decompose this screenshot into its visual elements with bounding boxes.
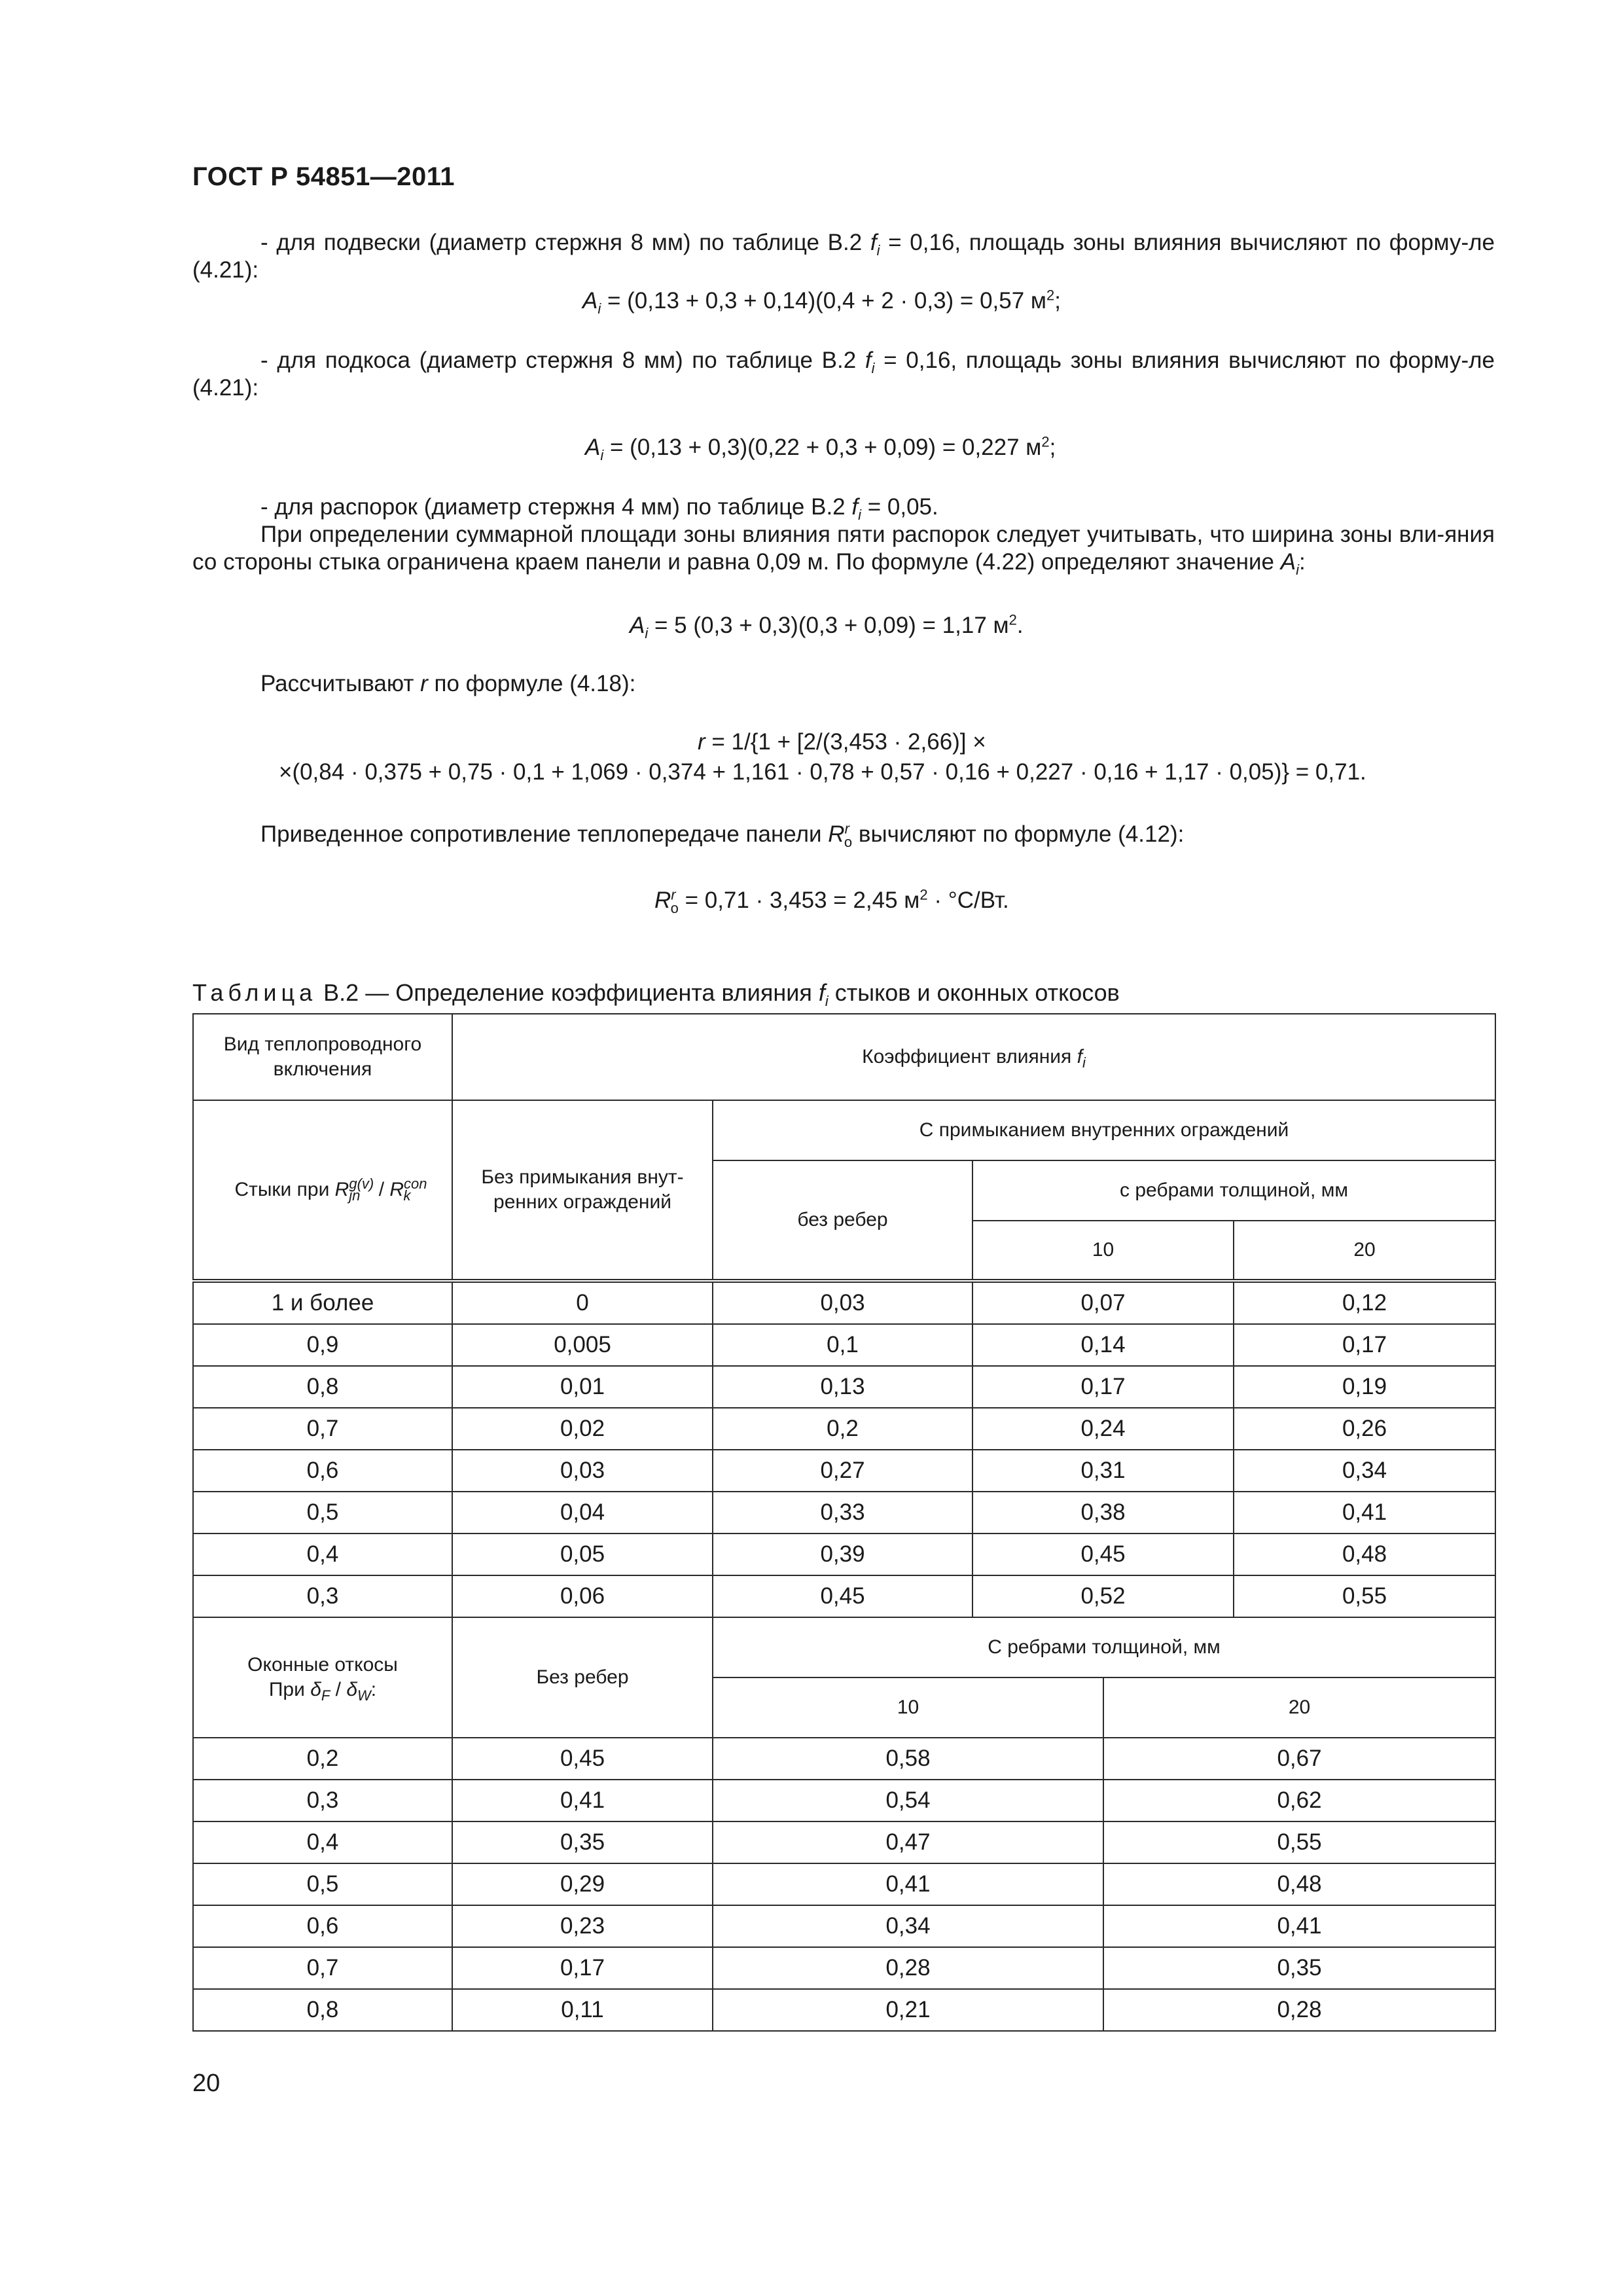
cell: 0,17 (1234, 1324, 1495, 1366)
cell: 0,07 (972, 1281, 1234, 1324)
cell: 0,5 (193, 1863, 452, 1905)
cell: 0,41 (1234, 1492, 1495, 1534)
paragraph-reduced-resistance: Приведенное сопротивление теплопередаче панели $R^r_o$ вычисляют по формуле (4.12): (260, 820, 1185, 850)
cell: 0,11 (452, 1989, 713, 2031)
formula-reduced-resistance: $R^r_o = 0,71 \cdot 3,453 = 2,45$ $м^2 \cdot ^\circ С/Вт$. (654, 886, 1009, 916)
cell: 0,03 (713, 1281, 972, 1324)
cell: 0 (452, 1281, 713, 1324)
cell: 0,54 (713, 1780, 1103, 1821)
cell: 0,26 (1234, 1408, 1495, 1450)
cell: 0,41 (713, 1863, 1103, 1905)
cell: 0,02 (452, 1408, 713, 1450)
cell: 0,23 (452, 1905, 713, 1947)
cell: 0,33 (713, 1492, 972, 1534)
cell: 0,48 (1103, 1863, 1495, 1905)
paragraph-total-area: При определении суммарной площади зоны влияния пяти распорок следует учитывать, что ширина зоны вли-яния со стороны стыка ограничена краем панели и равна 0,09 м. По формуле (4.22) определяют значение $A_i$: (192, 522, 1495, 578)
cell: 0,3 (193, 1575, 452, 1617)
cell: 0,45 (713, 1575, 972, 1617)
page-number: 20 (192, 2070, 221, 2097)
paragraph-spacers: - для распорок (диаметр стержня 4 мм) по таблице В.2 $f_i = 0,05$. (260, 494, 938, 523)
cell: 0,39 (713, 1534, 972, 1575)
table-row (193, 1863, 1495, 1905)
formula-area-spacers: $A_i = 5$ (0,3 + 0,3)(0,3 + 0,09) = 1,17 $м^2$. (630, 611, 1024, 641)
cell: 0,21 (713, 1989, 1103, 2031)
table-row (193, 1947, 1495, 1989)
formula-area-suspension: $A_i = (0,13 + 0,3 + 0,14)(0,4 + 2 \cdot 0,3) = 0,57$ $м^2$; (582, 287, 1061, 317)
formula-r-line1: r = 1/{1 + [2/(3,453 · 2,66)] × (698, 729, 986, 755)
cell: 0,41 (1103, 1905, 1495, 1947)
cell: 0,8 (193, 1366, 452, 1408)
cell: 0,1 (713, 1324, 972, 1366)
cell: 0,8 (193, 1989, 452, 2031)
paragraph-suspension: - для подвески (диаметр стержня 8 мм) по таблице В.2 $f_i = 0,16$, площадь зоны влияния вычисляют по форму-ле (4.21): (192, 230, 1495, 283)
cell: 0,35 (1103, 1947, 1495, 1989)
cell: 0,31 (972, 1450, 1234, 1492)
cell: 0,45 (452, 1738, 713, 1780)
cell: 0,005 (452, 1324, 713, 1366)
cell: 0,2 (193, 1738, 452, 1780)
cell: 0,55 (1234, 1575, 1495, 1617)
cell: 0,38 (972, 1492, 1234, 1534)
table-row (193, 1408, 1495, 1450)
cell: 0,5 (193, 1492, 452, 1534)
table-row (193, 1492, 1495, 1534)
paragraph-calc-r: Рассчитывают r по формуле (4.18): (260, 671, 636, 696)
header-window-ribs-10: 10 (713, 1677, 1103, 1738)
cell: 0,28 (1103, 1989, 1495, 2031)
header-no-ribs: без ребер (713, 1160, 972, 1281)
cell: 0,58 (713, 1738, 1103, 1780)
cell: 0,47 (713, 1821, 1103, 1863)
header-window-ribs: С ребрами толщиной, мм (713, 1617, 1495, 1677)
cell: 0,34 (1234, 1450, 1495, 1492)
cell: 0,41 (452, 1780, 713, 1821)
cell: 0,19 (1234, 1366, 1495, 1408)
cell: 0,06 (452, 1575, 713, 1617)
cell: 0,4 (193, 1534, 452, 1575)
table-row (193, 1780, 1495, 1821)
header-joints: Стыки при $R^{g(v)}_{jn} / R^{con}_k$ (193, 1100, 452, 1281)
table-row (193, 1738, 1495, 1780)
cell: 0,05 (452, 1534, 713, 1575)
cell: 0,48 (1234, 1534, 1495, 1575)
table-row (193, 1450, 1495, 1492)
header-window-ribs-20: 20 (1103, 1677, 1495, 1738)
cell: 0,45 (972, 1534, 1234, 1575)
cell: 0,35 (452, 1821, 713, 1863)
header-ribs-20: 20 (1234, 1221, 1495, 1281)
table-row (193, 1905, 1495, 1947)
cell: 0,62 (1103, 1780, 1495, 1821)
cell: 0,9 (193, 1324, 452, 1366)
cell: 0,04 (452, 1492, 713, 1534)
cell: 0,17 (452, 1947, 713, 1989)
cell: 0,27 (713, 1450, 972, 1492)
header-ribs-thickness: с ребрами толщиной, мм (972, 1160, 1495, 1221)
header-with-adjacent: С примыканием внутренних ограждений (713, 1100, 1495, 1160)
table-row (193, 1821, 1495, 1863)
cell: 0,12 (1234, 1281, 1495, 1324)
cell: 0,24 (972, 1408, 1234, 1450)
header-coefficient: Коэффициент влияния $f_i$ (452, 1014, 1495, 1100)
cell: 0,7 (193, 1408, 452, 1450)
table-caption: Таблица В.2 — Определение коэффициента влияния $f_i$ стыков и оконных откосов (192, 979, 1120, 1010)
table-row (193, 1575, 1495, 1617)
paragraph-brace: - для подкоса (диаметр стержня 8 мм) по таблице В.2 $f_i = 0,16$, площадь зоны влияния вычисляют по форму-ле (4.21): (192, 348, 1495, 401)
header-without-adjacent: Без примыкания внут-ренних ограждений (452, 1100, 713, 1281)
cell: 0,03 (452, 1450, 713, 1492)
header-window-no-ribs: Без ребер (452, 1617, 713, 1738)
cell: 0,3 (193, 1780, 452, 1821)
formula-area-brace: $A_i = (0,13 + 0,3)(0,22 + 0,3 + 0,09) = 0,227$ $м^2$; (585, 433, 1056, 463)
cell: 0,2 (713, 1408, 972, 1450)
header-inclusion-kind: Вид теплопроводного включения (193, 1014, 452, 1100)
cell: 0,4 (193, 1821, 452, 1863)
cell: 0,34 (713, 1905, 1103, 1947)
formula-r-line2: ×(0,84 · 0,375 + 0,75 · 0,1 + 1,069 · 0,374 + 1,161 · 0,78 + 0,57 · 0,16 + 0,227 · 0,16 + 1,17 · 0,05)} = 0,71. (279, 759, 1366, 785)
table-row (193, 1366, 1495, 1408)
table-row (193, 1324, 1495, 1366)
header-window-slopes: Оконные откосы При $\delta_F / \delta_W$: (193, 1617, 452, 1738)
cell: 0,67 (1103, 1738, 1495, 1780)
cell: 0,01 (452, 1366, 713, 1408)
cell: 0,6 (193, 1450, 452, 1492)
table-row (193, 1534, 1495, 1575)
coefficient-table (192, 1013, 1496, 2032)
cell: 0,7 (193, 1947, 452, 1989)
header-ribs-10: 10 (972, 1221, 1234, 1281)
table-row (193, 1989, 1495, 2031)
cell: 0,17 (972, 1366, 1234, 1408)
document-header: ГОСТ Р 54851—2011 (192, 162, 455, 191)
cell: 0,29 (452, 1863, 713, 1905)
cell: 0,52 (972, 1575, 1234, 1617)
table-row (193, 1281, 1495, 1324)
cell: 0,14 (972, 1324, 1234, 1366)
cell: 0,28 (713, 1947, 1103, 1989)
cell: 1 и более (193, 1281, 452, 1324)
cell: 0,6 (193, 1905, 452, 1947)
cell: 0,13 (713, 1366, 972, 1408)
cell: 0,55 (1103, 1821, 1495, 1863)
